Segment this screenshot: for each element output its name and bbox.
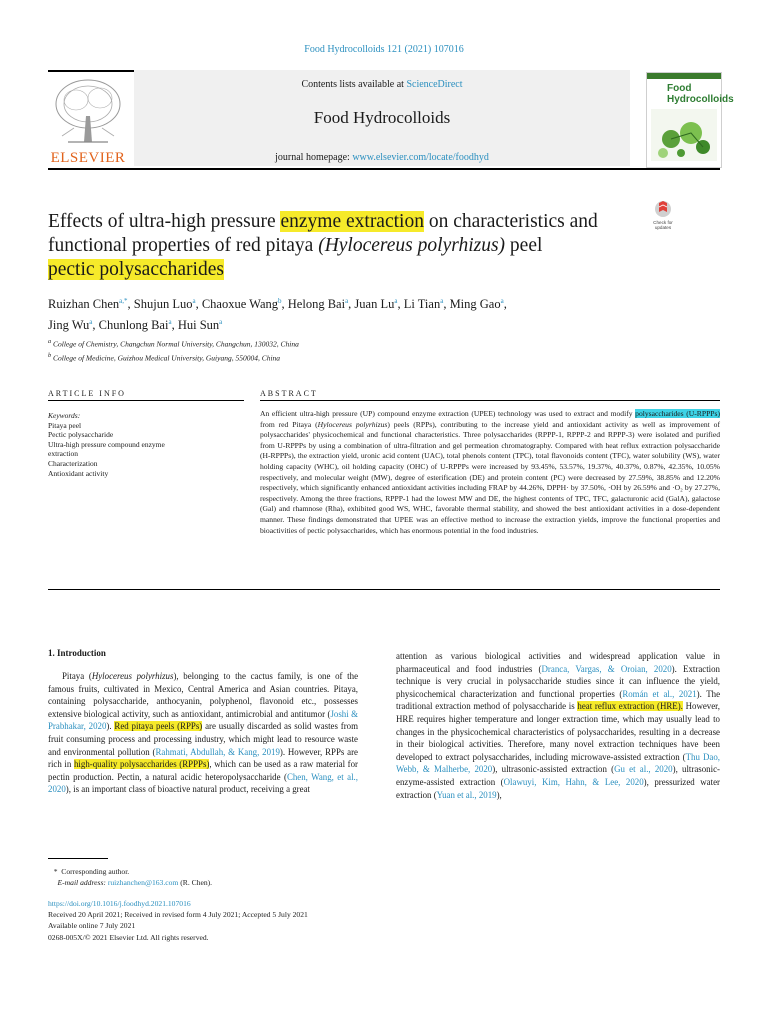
title-species: (Hylocereus polyrhizus) <box>318 235 506 256</box>
doi-link[interactable]: https://doi.org/10.1016/j.foodhyd.2021.107016 <box>48 899 191 908</box>
author-affil-sup[interactable]: a <box>192 297 196 305</box>
citation-link[interactable]: Dranca, Vargas, & Oroian, 2020 <box>541 663 672 674</box>
corresponding-author-note: * Corresponding author. <box>53 867 130 876</box>
title-part3: peel <box>509 235 543 256</box>
author-name[interactable]: Li Tian <box>403 297 441 312</box>
citation-link[interactable]: Yuan et al., 2019 <box>436 789 497 800</box>
running-head[interactable]: Food Hydrocolloids 121 (2021) 107016 <box>304 44 464 55</box>
cover-title-line2: Hydrocolloids <box>667 94 734 105</box>
footnote-rule <box>48 858 108 859</box>
crossmark-label-1: Check for <box>653 220 673 225</box>
abstract-text: An efficient ultra-high pressure (UP) compound enzyme extraction (UPEE) technology was used to extract and modify polysaccharides (U-RPPPs) from red Pitaya (Hylocereus polyrhizus) peels (RPPs), contributing to the increase yield and antioxidant activity as well as improvement of polysaccharides' physicochemical and functional characteristics. Three polysaccharides (RPPP-1, RPPP-2 and RPPP-3) were isolated and purified from U-RPPPs by using a combination of ultra-filtration and gel permeation chromatography. Compared with heat reflux extraction polysaccharide (H-RPPPs), the extraction yield, uronic acid content (UAC), total phenols content (TPC), total flavonoids content (TFC), water solubility (WS), water holding capacity (WHC), oil holding capacity (OHC) of U-RPPPs were increased by 93.45%, 53.57%, 19.37%, 40.37%, 0.87%, 42.35%, 10.05% respectively, and molecular weight (MW), degree of esterification (DE) and protein content (PC) were decreased by 27.59%, 38.85% and 12.20% respectively, which significantly enhanced antioxidant activities including FRAP by 44.26%, DPPH· by 37.50%, ·OH by 26.59% and ·O₂ by 27.27%, respectively. Among the three fractions, RPPP-1 had the lowest MW and DE, the highest contents of TPC, TFC, galacturonic acid (GalA), galactose (Gal) and rhamnose (Rha), exhibited good WS, WHC, favorable thermal stability, and showed the best antioxidant activities in a dose-dependent manner. These findings demonstrated that UPEE was an effective method to increase the extraction yields, improve the functional properties and bioactivities of pectic polysaccharides, which has enormous potential in the food industries. <box>260 409 721 535</box>
author-affil-sup[interactable]: a <box>500 297 504 305</box>
keyword-item: Pectic polysaccharide <box>48 430 114 440</box>
author-name[interactable]: Hui Sun <box>177 318 220 333</box>
article-info-heading: ARTICLE INFO <box>48 389 126 398</box>
check-for-updates-icon[interactable] <box>646 198 680 232</box>
abstract-highlight-u-rpppps: polysaccharides (U-RPPPs) <box>635 409 721 418</box>
title-part1: Effects of ultra-high pressure <box>48 211 276 232</box>
body-column-right: attention as various biological activities and widespread application value in pharmaceutical and food industries (Dranca, Vargas, & Oroian, 2020). Extraction technique is very crucial in polysaccharide studies since it can influence the yield, physicochemical characterization and functional properties (Román et al., 2021). The traditional extraction method of polysaccharide is heat reflux extraction (HRE). However, HRE requires higher temperature and longer extraction time, which may usually lead to changes in the physicochemical characteristics of polysaccharides, resulting in a decrease in their biological activities. Therefore, many novel extraction techniques have been developed to extract polysaccharides, including microwave-assisted extraction (Thu Dao, Webb, & Malherbe, 2020), ultrasonic-assisted extraction (Gu et al., 2020), ultrasonic-enzyme-assisted extraction (Olawuyi, Kim, Hahn, & Lee, 2020), pressurized water extraction (Yuan et al., 2019), <box>396 651 721 800</box>
homepage-link[interactable]: www.elsevier.com/locate/foodhyd <box>352 152 489 163</box>
author-name[interactable]: Chunlong Bai <box>98 318 169 333</box>
journal-cover-thumbnail[interactable] <box>646 72 734 168</box>
author-affil-sup[interactable]: a <box>168 318 172 327</box>
keywords-block <box>48 411 238 478</box>
keyword-item: extraction <box>48 449 78 459</box>
masthead-bottom-rule <box>48 168 720 170</box>
email-note: E-mail address: ruizhanchen@163.com (R. Chen). <box>57 878 213 888</box>
title-highlight-pectic-polysaccharides: pectic polysaccharides <box>48 259 224 280</box>
author-affil-sup[interactable]: a,* <box>119 297 128 305</box>
affiliation-a: $^a$ College of Chemistry, Changchun Normal University, Changchun, 130032, China <box>48 338 299 349</box>
author-affil-sup[interactable]: a <box>89 318 93 327</box>
citation-link[interactable]: Chen, Wang, et al., 2020 <box>48 771 358 795</box>
citation-link[interactable]: Joshi & Prabhakar, 2020 <box>48 708 359 732</box>
author-name[interactable]: Ruizhan Chen <box>48 297 120 312</box>
citation-link[interactable]: Gu et al., 2020 <box>614 764 673 775</box>
highlight-red-pitaya-peels: Red pitaya peels (RPPs) <box>114 721 203 732</box>
citation-link[interactable]: Thu Dao, Webb, & Malherbe, 2020 <box>396 751 720 775</box>
contents-line <box>134 79 630 90</box>
article-title <box>48 210 608 282</box>
keywords-label: Keywords: <box>48 411 81 420</box>
highlight-heat-reflux-extraction: heat reflux extraction (HRE). <box>577 701 683 712</box>
body-column-left: Pitaya (Hylocereus polyrhizus), belonging to the cactus family, is one of the famous fruits, cultivated in Mexico, Central America and Asian countries. Pitaya, containing polysaccharide, anthocyanin, polyphenol, flavonoid etc., possesses extensive biological activity, such as antioxidant, antimicrobial and antitumor (Joshi & Prabhakar, 2020). Red pitaya peels (RPPs) are usually discarded as solid wastes from fruit consuming process and processing industry, which might lead to resource waste and environmental pollution (Rahmati, Abdullah, & Kang, 2019). However, RPPs are rich in high-quality polysaccharides (RPPPs), which can be used as a raw material for pectin production. Pectin, a natural acidic heteropolysaccharide (Chen, Wang, et al., 2020), is an important class of bioactive natural product, receiving a great <box>48 671 359 795</box>
keyword-item: Characterization <box>48 458 98 468</box>
journal-name: Food Hydrocolloids <box>313 108 451 127</box>
email-link[interactable]: ruizhanchen@163.com <box>107 878 179 888</box>
title-highlight-enzyme-extraction: enzyme extraction <box>280 211 424 232</box>
author-name[interactable]: Helong Bai <box>287 297 346 312</box>
keyword-item: Pitaya peel <box>48 420 82 430</box>
author-affil-sup[interactable]: a <box>394 297 398 305</box>
citation-link[interactable]: Román et al., 2021 <box>622 688 697 699</box>
highlight-high-quality-polysaccharides: high-quality polysaccharides (RPPPs) <box>73 759 210 770</box>
crossmark-label-2: updates <box>654 225 672 230</box>
sciencedirect-link[interactable]: ScienceDirect <box>406 79 463 90</box>
cover-top-band <box>647 73 721 79</box>
introduction-heading: 1. Introduction <box>48 648 106 658</box>
available-online: Available online 7 July 2021 <box>48 921 136 931</box>
abstract-bottom-rule <box>48 589 720 590</box>
elsevier-wordmark: ELSEVIER <box>50 150 126 166</box>
article-info-rule <box>48 400 244 401</box>
author-list: Ruizhan Chen$^{a,*}$, Shujun Luo$^a$, Chaoxue Wang$^b$, Helong Bai$^a$, Juan Lu$^a$, Li Tian$^a$, Ming Gao$^a$, Jing Wu$^a$, Chunlong Bai$^a$, Hui Sun$^a$ <box>48 297 507 333</box>
cover-art-molecules-icon <box>651 109 717 161</box>
affiliations <box>48 336 299 363</box>
title-part2: on characteristics and functional properties of red pitaya <box>48 211 598 256</box>
citation-link[interactable]: Rahmati, Abdullah, & Kang, 2019 <box>155 746 280 757</box>
contents-prefix: Contents lists available at <box>301 79 404 90</box>
received-dates: Received 20 April 2021; Received in revised form 4 July 2021; Accepted 5 July 2021 <box>48 910 308 920</box>
author-name[interactable]: Ming Gao <box>449 297 501 312</box>
cover-title-line1: Food <box>667 83 692 94</box>
author-affil-sup[interactable]: a <box>440 297 444 305</box>
author-affil-sup[interactable]: b <box>278 297 282 305</box>
cover-title <box>667 83 734 105</box>
footnotes <box>48 866 212 888</box>
author-name[interactable]: Shujun Luo <box>133 297 193 312</box>
homepage-prefix: journal homepage: <box>275 152 350 163</box>
abstract-heading: ABSTRACT <box>260 389 318 398</box>
keyword-item: Ultra-high pressure compound enzyme <box>48 439 165 449</box>
author-name[interactable]: Chaoxue Wang <box>201 297 279 312</box>
keyword-item: Antioxidant activity <box>48 468 109 478</box>
author-affil-sup[interactable]: a <box>219 318 223 327</box>
author-name[interactable]: Juan Lu <box>354 297 395 312</box>
author-name[interactable]: Jing Wu <box>48 318 90 333</box>
author-affil-sup[interactable]: a <box>345 297 349 305</box>
journal-homepage <box>134 152 630 163</box>
copyright-line: 0268-005X/© 2021 Elsevier Ltd. All rights reserved. <box>48 932 209 942</box>
publication-info <box>48 898 308 943</box>
affiliation-b: $^b$ College of Medicine, Guizhou Medical University, Guiyang, 550004, China <box>48 351 281 362</box>
abstract-rule <box>260 400 720 401</box>
citation-link[interactable]: Olawuyi, Kim, Hahn, & Lee, 2020 <box>503 776 644 787</box>
